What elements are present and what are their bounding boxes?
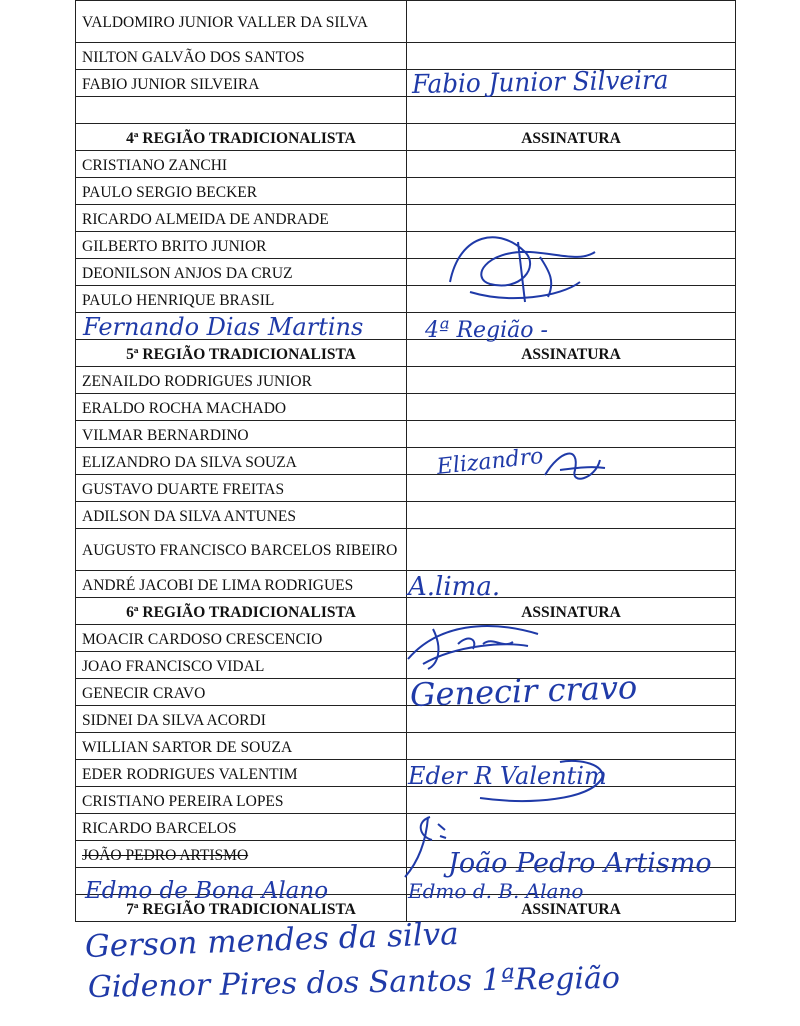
member-name-paulo-henrique-brasil: PAULO HENRIQUE BRASIL: [76, 286, 407, 313]
member-name-sidnei-da-silva-acordi: SIDNEI DA SILVA ACORDI: [76, 706, 407, 733]
table-row: [76, 205, 736, 232]
signature-cell: [407, 502, 736, 529]
member-name-vilmar-bernardino: VILMAR BERNARDINO: [76, 421, 407, 448]
member-name-adilson-da-silva-antunes: ADILSON DA SILVA ANTUNES: [76, 502, 407, 529]
member-name-cristiano-zanchi: CRISTIANO ZANCHI: [76, 151, 407, 178]
table-row: [76, 286, 736, 313]
member-name-zenaildo-rodrigues-junior: ZENAILDO RODRIGUES JUNIOR: [76, 367, 407, 394]
handwritten-gidenor: Gidenor Pires dos Santos 1ªRegião: [87, 960, 621, 1005]
signature-cell: [407, 205, 736, 232]
handwritten-genecir: Genecir cravo: [409, 668, 638, 714]
signature-cell: [407, 394, 736, 421]
signature-cell: [407, 151, 736, 178]
table-row: [76, 733, 736, 760]
table-row: [76, 151, 736, 178]
table-row: [76, 178, 736, 205]
member-name-eder-rodrigues-valentim: EDER RODRIGUES VALENTIM: [76, 760, 407, 787]
handwritten-gerson: Gerson mendes da silva: [84, 915, 460, 965]
handwritten-eder: Eder R Valentim: [408, 762, 607, 790]
signature-cell: [407, 1, 736, 43]
member-name-joao-pedro-artismo: JOÃO PEDRO ARTISMO: [76, 841, 407, 868]
signature-cell: [407, 97, 736, 124]
member-name-gilberto-brito-junior: GILBERTO BRITO JUNIOR: [76, 232, 407, 259]
signature-cell: [407, 178, 736, 205]
member-name-joao-francisco-vidal: JOAO FRANCISCO VIDAL: [76, 652, 407, 679]
signature-column-header: ASSINATURA: [407, 895, 736, 922]
table-row: [76, 97, 736, 124]
member-name-ricardo-almeida-de-andrade: RICARDO ALMEIDA DE ANDRADE: [76, 205, 407, 232]
signature-cell: [407, 286, 736, 313]
signature-cell: [407, 787, 736, 814]
region-header-row: [76, 598, 736, 625]
table-row: [76, 259, 736, 286]
region-title: 6ª REGIÃO TRADICIONALISTA: [76, 598, 407, 625]
handwritten-regiao-4: 4ª Região -: [425, 318, 548, 343]
table-row: [76, 814, 736, 841]
region-header-row: [76, 340, 736, 367]
region-title: 5ª REGIÃO TRADICIONALISTA: [76, 340, 407, 367]
member-name-gustavo-duarte-freitas: GUSTAVO DUARTE FREITAS: [76, 475, 407, 502]
signature-cell: [407, 733, 736, 760]
signature-table: [75, 0, 736, 922]
signature-cell: [407, 529, 736, 571]
table-row: [76, 421, 736, 448]
table-row: [76, 706, 736, 733]
table-row: [76, 367, 736, 394]
handwritten-fabio: Fabio Junior Silveira: [411, 65, 669, 100]
member-name-moacir-cardoso-crescencio: MOACIR CARDOSO CRESCENCIO: [76, 625, 407, 652]
member-name-augusto-francisco-barcelos-ribeiro: AUGUSTO FRANCISCO BARCELOS RIBEIRO: [76, 529, 407, 571]
member-name-eraldo-rocha-machado: ERALDO ROCHA MACHADO: [76, 394, 407, 421]
table-row: [76, 571, 736, 598]
table-row: [76, 232, 736, 259]
member-name-deonilson-anjos-da-cruz: DEONILSON ANJOS DA CRUZ: [76, 259, 407, 286]
handwritten-joao-pedro: João Pedro Artismo: [448, 848, 712, 879]
member-name-elizandro-da-silva-souza: ELIZANDRO DA SILVA SOUZA: [76, 448, 407, 475]
table-row: [76, 760, 736, 787]
handwritten-andre: A.lima.: [408, 572, 501, 602]
handwritten-fernando: Fernando Dias Martins: [83, 313, 364, 341]
handwritten-edmo-left: Edmo de Bona Alano: [85, 878, 329, 904]
signature-column-header: ASSINATURA: [407, 598, 736, 625]
signature-cell: [407, 259, 736, 286]
table-row: [76, 394, 736, 421]
table-row: [76, 448, 736, 475]
signature-cell: [407, 367, 736, 394]
handwritten-edmo-right: Edmo d. B. Alano: [408, 879, 584, 903]
handwritten-elizandro: Elizandro: [435, 443, 545, 480]
member-name-andre-jacobi-de-lima-rodrigues: ANDRÉ JACOBI DE LIMA RODRIGUES: [76, 571, 407, 598]
member-name-paulo-sergio-becker: PAULO SERGIO BECKER: [76, 178, 407, 205]
member-name-fabio-junior-silveira: FABIO JUNIOR SILVEIRA: [76, 70, 407, 97]
signature-column-header: ASSINATURA: [407, 124, 736, 151]
member-name-nilton-galvao-dos-santos: NILTON GALVÃO DOS SANTOS: [76, 43, 407, 70]
table-row: [76, 787, 736, 814]
member-name-empty: [76, 97, 407, 124]
region-title: 7ª REGIÃO TRADICIONALISTA: [76, 895, 407, 922]
member-name-cristiano-pereira-lopes: CRISTIANO PEREIRA LOPES: [76, 787, 407, 814]
table-row: [76, 625, 736, 652]
signature-cell: [407, 232, 736, 259]
signature-cell: [407, 43, 736, 70]
signature-cell: [407, 421, 736, 448]
member-name-genecir-cravo: GENECIR CRAVO: [76, 679, 407, 706]
member-name-valdomiro-junior-valler-da-silva: VALDOMIRO JUNIOR VALLER DA SILVA: [76, 1, 407, 43]
table-row: [76, 529, 736, 571]
region-header-row: [76, 124, 736, 151]
table-row: [76, 1, 736, 43]
signature-cell: [407, 625, 736, 652]
table-row: [76, 502, 736, 529]
member-name-ricardo-barcelos: RICARDO BARCELOS: [76, 814, 407, 841]
table-row: [76, 475, 736, 502]
region-title: 4ª REGIÃO TRADICIONALISTA: [76, 124, 407, 151]
signature-cell: [407, 814, 736, 841]
signature-column-header: ASSINATURA: [407, 340, 736, 367]
member-name-willian-sartor-de-souza: WILLIAN SARTOR DE SOUZA: [76, 733, 407, 760]
signature-cell: [407, 475, 736, 502]
